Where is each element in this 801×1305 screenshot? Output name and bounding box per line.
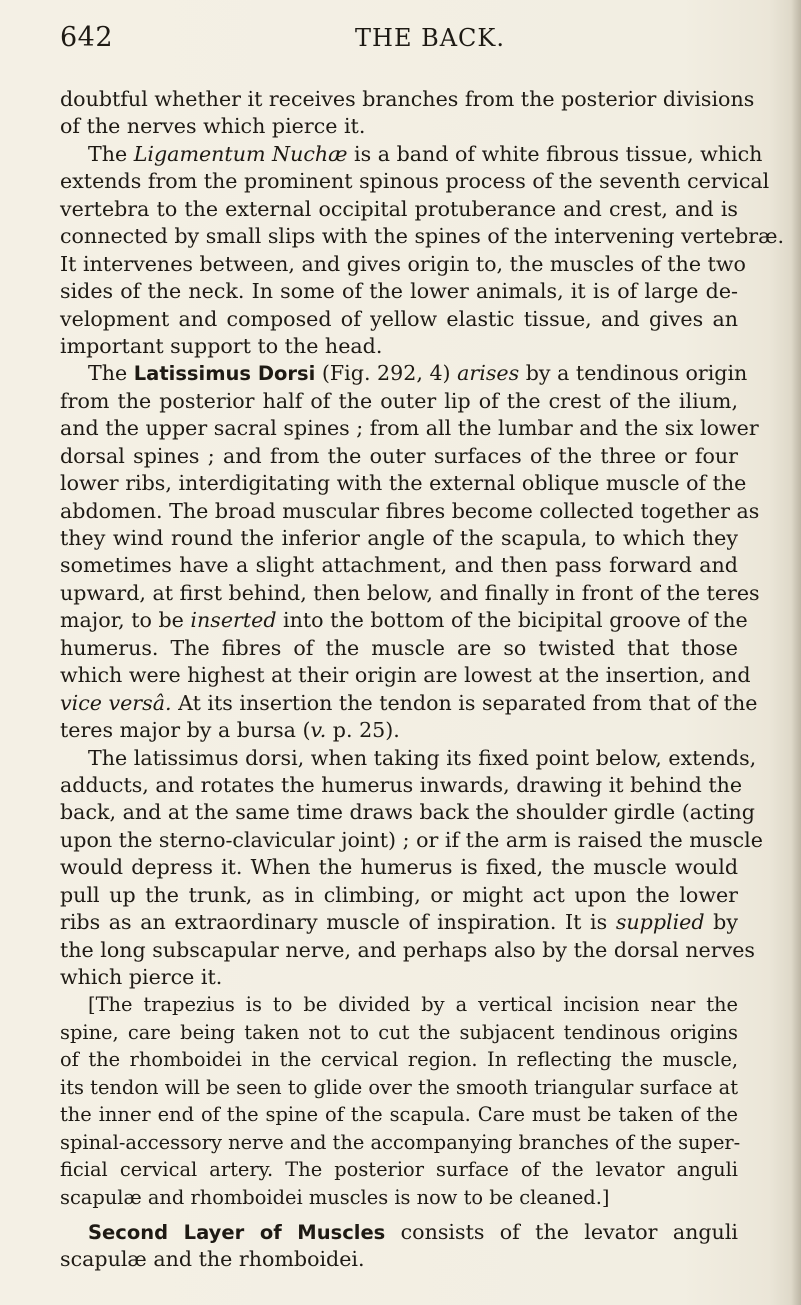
text-line: connected by small slips with the spines of the intervening vertebræ.	[60, 224, 785, 249]
page-edge-shadow	[791, 0, 801, 1305]
text-line: the inner end of the spine of the scapula. Care must be taken of the	[60, 1103, 738, 1127]
text-line: would depress it. When the humerus is fixed, the muscle would	[60, 855, 738, 880]
text-line	[60, 909, 738, 936]
italic-term: supplied	[615, 910, 705, 935]
text-segment: by a tendinous origin	[519, 361, 748, 386]
text-segment: into the bottom of the bicipital groove of the	[276, 608, 748, 633]
text-segment: major, to be	[60, 608, 191, 633]
text-segment: At its insertion the tendon is separated from that of the	[171, 690, 758, 715]
text-line: humerus. The fibres of the muscle are so twisted that those	[60, 635, 738, 660]
running-title: THE BACK.	[355, 24, 505, 52]
text-line: scapulæ and the rhomboidei.	[60, 1247, 365, 1272]
text-line: dorsal spines ; and from the outer surfaces of the three or four	[60, 443, 738, 468]
text-line: ficial cervical artery. The posterior surface of the levator anguli	[60, 1158, 738, 1182]
text-segment: by	[704, 910, 738, 935]
text-line: back, and at the same time draws back the shoulder girdle (acting	[60, 800, 755, 825]
text-segment: consists of the levator anguli	[385, 1219, 738, 1244]
page-header	[60, 22, 720, 62]
text-line: lower ribs, interdigitating with the external oblique muscle of the	[60, 471, 747, 496]
text-line	[60, 690, 758, 717]
text-line: the long subscapular nerve, and perhaps also by the dorsal nerves	[60, 937, 755, 962]
text-line: abdomen. The broad muscular fibres become collected together as	[60, 498, 760, 523]
text-line: [The trapezius is to be divided by a vertical incision near the	[88, 993, 738, 1017]
page-number: 642	[60, 22, 114, 53]
text-segment: The	[88, 361, 134, 386]
text-line	[60, 360, 748, 387]
italic-term: v.	[310, 718, 327, 743]
text-line: spine, care being taken not to cut the subjacent tendinous origins	[60, 1020, 738, 1044]
text-segment: is a band of white fibrous tissue, which	[347, 141, 763, 166]
bold-heading-term: Latissimus Dorsi	[133, 362, 316, 386]
text-line: scapulæ and rhomboidei muscles is now to be cleaned.]	[60, 1185, 610, 1209]
italic-term: inserted	[190, 608, 277, 633]
italic-term: arises	[457, 361, 520, 386]
text-line: extends from the prominent spinous process of the seventh cervical	[60, 169, 770, 194]
text-line	[60, 141, 763, 168]
text-line: they wind round the inferior angle of the scapula, to which they	[60, 526, 738, 550]
text-line: vertebra to the external occipital protuberance and crest, and is	[60, 196, 738, 221]
text-line: which pierce it.	[60, 965, 223, 989]
text-segment: ribs as an extraordinary muscle of inspiration. It is	[60, 910, 616, 935]
text-line: It intervenes between, and gives origin to, the muscles of the two	[60, 251, 746, 276]
text-line: of the nerves which pierce it.	[60, 114, 366, 139]
text-line: The latissimus dorsi, when taking its fixed point below, extends,	[88, 745, 757, 770]
text-segment: (Fig. 292, 4)	[315, 361, 458, 386]
paragraph-gap	[60, 1211, 738, 1219]
text-line: of the rhomboidei in the cervical region. In reflecting the muscle,	[60, 1048, 738, 1072]
bold-heading-term: Second Layer of Muscles	[88, 1220, 386, 1244]
text-line: doubtful whether it receives branches from the posterior divisions	[60, 87, 755, 111]
text-line: sometimes have a slight attachment, and then pass forward and	[60, 553, 738, 578]
text-line: from the posterior half of the outer lip of the crest of the ilium,	[60, 388, 738, 413]
text-line: velopment and composed of yellow elastic tissue, and gives an	[60, 306, 738, 331]
text-line: its tendon will be seen to glide over the smooth triangular surface at	[60, 1075, 738, 1099]
text-segment: teres major by a bursa (	[60, 718, 311, 743]
text-line: which were highest at their origin are lowest at the insertion, and	[60, 663, 751, 688]
text-line: important support to the head.	[60, 333, 383, 358]
text-line: and the upper sacral spines ; from all the lumbar and the six lower	[60, 416, 759, 441]
text-line: adducts, and rotates the humerus inwards, drawing it behind the	[60, 772, 743, 797]
text-line: upward, at first behind, then below, and finally in front of the teres	[60, 580, 760, 605]
text-line: pull up the trunk, as in climbing, or might act upon the lower	[60, 882, 738, 907]
text-segment: The	[88, 141, 134, 166]
text-line: spinal-accessory nerve and the accompanying branches of the super-	[60, 1130, 741, 1154]
text-line: upon the sterno-clavicular joint) ; or if the arm is raised the muscle	[60, 827, 763, 852]
body-text	[60, 86, 785, 1274]
text-line: sides of the neck. In some of the lower animals, it is of large de-	[60, 279, 738, 304]
text-line	[60, 607, 748, 634]
text-segment: p. 25).	[326, 718, 400, 743]
text-line	[60, 1219, 738, 1246]
text-line	[60, 717, 738, 744]
italic-term: Ligamentum Nuchæ	[133, 141, 348, 166]
italic-term: vice versâ.	[60, 690, 172, 715]
